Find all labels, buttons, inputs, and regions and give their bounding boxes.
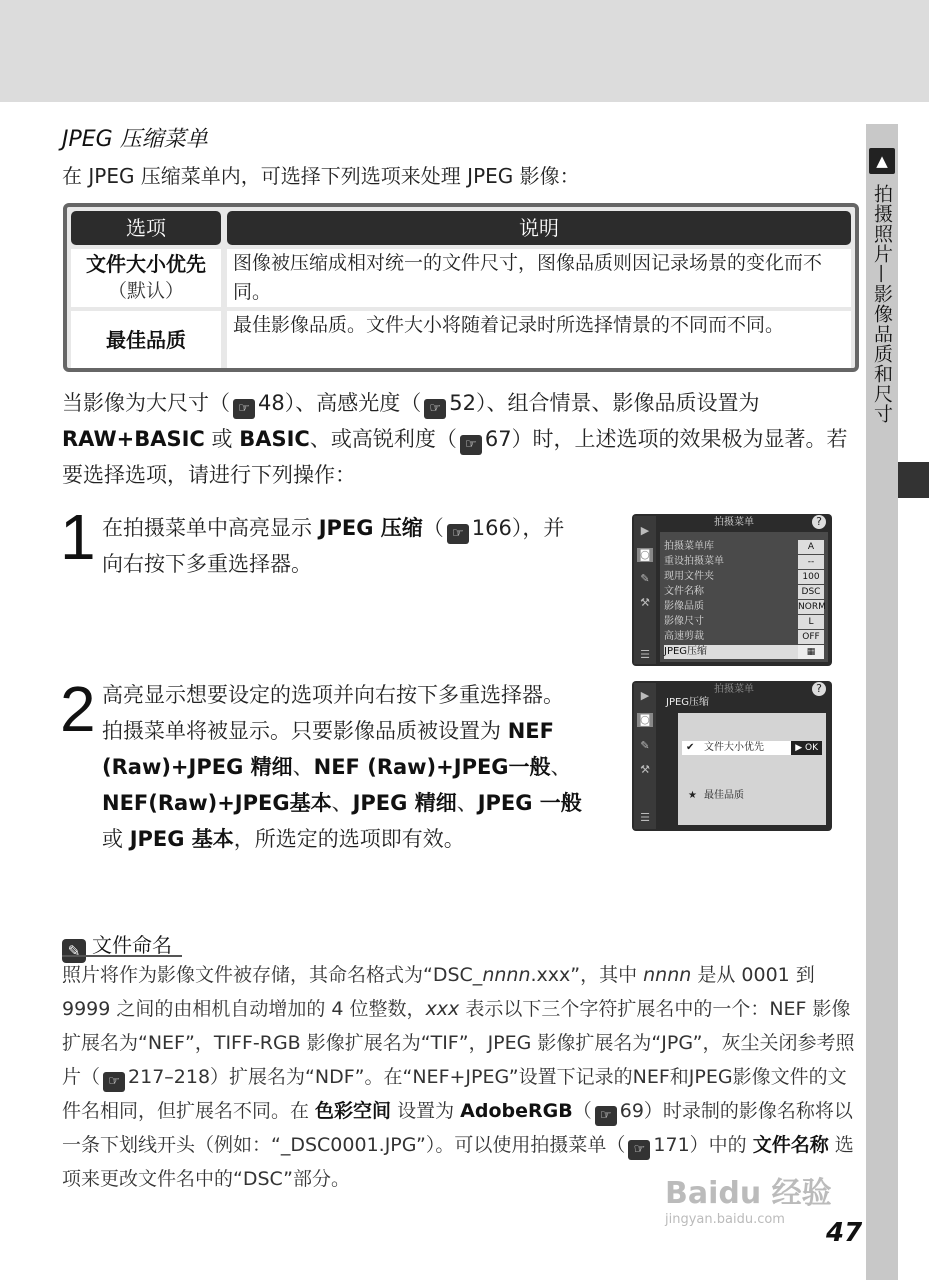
- menu-tab-column: [634, 516, 656, 664]
- menu-item[interactable]: [664, 615, 824, 629]
- page-ref-icon: ☞: [424, 399, 446, 419]
- text-run: 在拍摄菜单中高亮显示: [102, 516, 319, 540]
- step-number: 1: [60, 501, 96, 573]
- option-name: 最佳品质: [106, 328, 186, 352]
- table-header-description: 说明: [227, 211, 851, 245]
- text-run: ），并向右按下多重选择器。: [102, 516, 565, 576]
- top-band: [0, 0, 929, 102]
- text-run: 当影像为大尺寸（: [62, 391, 230, 415]
- text-run: 照片将作为影像文件被存储，其命名格式为“DSC_: [62, 964, 483, 986]
- ok-button[interactable]: ▶ OK: [791, 741, 822, 755]
- options-table: [63, 203, 859, 372]
- page-ref-icon: ☞: [447, 524, 469, 544]
- wrench-icon: ⚒: [640, 596, 650, 609]
- menu-item-value: NORM: [798, 602, 826, 612]
- page-ref: 217–218: [128, 1066, 211, 1088]
- option-default-note: （默认）: [107, 280, 184, 302]
- submenu-title: JPEG压缩: [666, 697, 710, 708]
- jpeg-compression-screen: [632, 681, 832, 831]
- table-row-name: [71, 249, 221, 307]
- bold-term: JPEG 基本: [129, 827, 234, 851]
- text-run: （: [572, 1100, 592, 1122]
- bold-term: RAW+BASIC: [62, 427, 205, 451]
- page-number: 47: [826, 1218, 863, 1248]
- text-run: 或: [204, 427, 240, 451]
- menu-item-label: 现用文件夹: [664, 571, 714, 582]
- bold-term: AdobeRGB: [460, 1100, 573, 1122]
- page-ref-icon: ☞: [460, 435, 482, 455]
- side-tab-text: 拍摄照片—影像品质和尺寸: [871, 184, 893, 424]
- page-ref: 52: [449, 391, 476, 415]
- menu-item[interactable]: [664, 630, 824, 644]
- bold-term: NEF (Raw)+JPEG一般: [313, 755, 551, 779]
- menu-item-value: L: [798, 615, 824, 629]
- option-label: 最佳品质: [704, 790, 744, 801]
- tip-text: [62, 958, 860, 1196]
- text-run: 、或高锐利度（: [309, 427, 457, 451]
- text-run: 、: [331, 791, 353, 815]
- text-run: ）中的: [689, 1134, 753, 1156]
- pencil-icon: ✎: [640, 572, 650, 585]
- text-run: ）、高感光度（: [284, 391, 422, 415]
- page-ref: 67: [484, 427, 512, 451]
- menu-item-value: --: [798, 555, 824, 569]
- menu-item-label: 文件名称: [664, 586, 704, 597]
- text-run: ）时，上述选项的效果极为显著。若要选择选项，请进行下列操作：: [62, 427, 848, 487]
- help-icon: ?: [812, 682, 826, 696]
- option-label: 文件大小优先: [704, 742, 764, 753]
- table-row-name: [71, 311, 221, 369]
- recent-settings-icon: ☰: [640, 811, 650, 824]
- text-run: ）时录制的影像名称将以一条下划线开头（例如：“_DSC0001.JPG”）。可以使用拍摄菜单（: [62, 1100, 853, 1156]
- page-ref-icon: ☞: [233, 399, 255, 419]
- text-run: 、: [550, 755, 572, 779]
- menu-item[interactable]: [664, 600, 824, 614]
- magnifier-note-icon: ✎: [62, 939, 86, 963]
- text-run: 、: [456, 791, 478, 815]
- menu-item-label: 高速剪裁: [664, 631, 704, 642]
- side-marker: [898, 462, 929, 498]
- text-run: 选项来更改文件名中的“DSC”部分。: [62, 1134, 854, 1190]
- bold-term: 色彩空间: [315, 1100, 392, 1122]
- tip-title: 文件命名: [92, 933, 172, 957]
- text-run: 、: [292, 755, 314, 779]
- text-run: 设置为: [391, 1100, 461, 1122]
- watermark-logo: Baidu 经验: [665, 1176, 832, 1211]
- menu-title: 拍摄菜单: [714, 517, 754, 528]
- text-run: .xxx”，其中: [530, 964, 644, 986]
- bold-term: NEF (Raw)+JPEG 精细: [102, 719, 554, 779]
- text-run: 或: [102, 827, 130, 851]
- bold-term: NEF(Raw)+JPEG基本: [102, 791, 332, 815]
- pencil-icon: ✎: [640, 739, 650, 752]
- menu-title: 拍摄菜单: [714, 684, 754, 695]
- option-size-priority[interactable]: [682, 741, 822, 755]
- menu-item-value: OFF: [798, 630, 824, 644]
- menu-item-value: A: [798, 540, 824, 554]
- menu-item-label: 影像品质: [664, 601, 704, 612]
- watermark-url: jingyan.baidu.com: [665, 1212, 785, 1227]
- text-run: ）扩展名为“NDF”。在“NEF+JPEG”设置下记录的NEF和JPEG影像文件的文件名相同，但扩展名不同。在: [62, 1066, 847, 1122]
- bold-term: BASIC: [239, 427, 310, 451]
- text-run: 是从 0001 到 9999 之间的由相机自动增加的 4 位整数，: [62, 964, 815, 1020]
- text-run: 高亮显示想要设定的选项并向右按下多重选择器。拍摄菜单将被显示。只要影像品质被设置为: [102, 683, 564, 743]
- option-name: 文件大小优先: [86, 252, 206, 276]
- star-icon: ★: [688, 790, 697, 801]
- check-icon: ✔: [686, 742, 695, 753]
- menu-tab-column: [634, 683, 656, 829]
- camera-menu-screen: [632, 514, 832, 666]
- playback-icon: ▶: [640, 689, 650, 702]
- menu-item-value: 100: [798, 570, 824, 584]
- table-row-desc: 图像被压缩成相对统一的文件尺寸，图像品质则因记录场景的变化而不同。: [227, 249, 851, 307]
- text-run: ）、组合情景、影像品质设置为: [475, 391, 760, 415]
- table-row-desc: 最佳影像品质。文件大小将随着记录时所选择情景的不同而不同。: [227, 311, 851, 369]
- page-ref-icon: ☞: [103, 1072, 125, 1092]
- bold-term: JPEG 一般: [477, 791, 582, 815]
- menu-item-label: 重设拍摄菜单: [664, 556, 724, 567]
- camera-icon: ◙: [637, 548, 653, 562]
- page-ref: 166: [471, 516, 512, 540]
- step-text: [102, 510, 582, 582]
- option-optimal-quality[interactable]: [682, 789, 822, 803]
- menu-item[interactable]: [664, 570, 824, 584]
- page-ref: 171: [653, 1134, 690, 1156]
- section-heading: JPEG 压缩菜单: [62, 127, 208, 152]
- menu-item-value: DSC: [798, 585, 824, 599]
- bold-term: 文件名称: [752, 1134, 829, 1156]
- camera-icon: ◙: [637, 713, 653, 727]
- menu-item[interactable]: [664, 540, 824, 554]
- bold-term: JPEG 精细: [352, 791, 457, 815]
- step-number: 2: [60, 673, 96, 745]
- page-ref-icon: ☞: [595, 1106, 617, 1126]
- submenu-panel: [678, 713, 826, 825]
- menu-item-label: 拍摄菜单库: [664, 541, 714, 552]
- wrench-icon: ⚒: [640, 763, 650, 776]
- text-run: ，所选定的选项即有效。: [233, 827, 465, 851]
- menu-item[interactable]: [664, 555, 824, 569]
- menu-item[interactable]: [664, 585, 824, 599]
- text-run: 表示以下三个字符扩展名中的一个：NEF 影像扩展名为“NEF”，TIFF-RGB 影像扩展名为“TIF”，JPEG 影像扩展名为“JPG”，灰尘关闭参考照片（: [62, 998, 855, 1088]
- camera-shooting-icon: ▲: [869, 148, 895, 174]
- page-ref: 69: [619, 1100, 644, 1122]
- step-text: [102, 677, 582, 857]
- menu-item-label: 影像尺寸: [664, 616, 704, 627]
- help-icon: ?: [812, 515, 826, 529]
- body-paragraph: [62, 385, 860, 493]
- menu-item-label: JPEG压缩: [664, 646, 708, 657]
- table-header-option: 选项: [71, 211, 221, 245]
- intro-text: 在 JPEG 压缩菜单内，可选择下列选项来处理 JPEG 影像：: [62, 164, 580, 188]
- italic-term: nnnn: [482, 964, 531, 986]
- page-ref: 48: [258, 391, 285, 415]
- recent-settings-icon: ☰: [640, 648, 650, 661]
- tip-underline: [62, 955, 182, 957]
- playback-icon: ▶: [640, 524, 650, 537]
- text-run: （: [422, 516, 444, 540]
- bold-term: JPEG 压缩: [318, 516, 423, 540]
- menu-item-value: ▦: [798, 645, 824, 659]
- italic-term: nnnn: [643, 964, 692, 986]
- page-ref-icon: ☞: [628, 1140, 650, 1160]
- italic-term: xxx: [425, 998, 460, 1020]
- menu-item-selected[interactable]: [664, 645, 824, 659]
